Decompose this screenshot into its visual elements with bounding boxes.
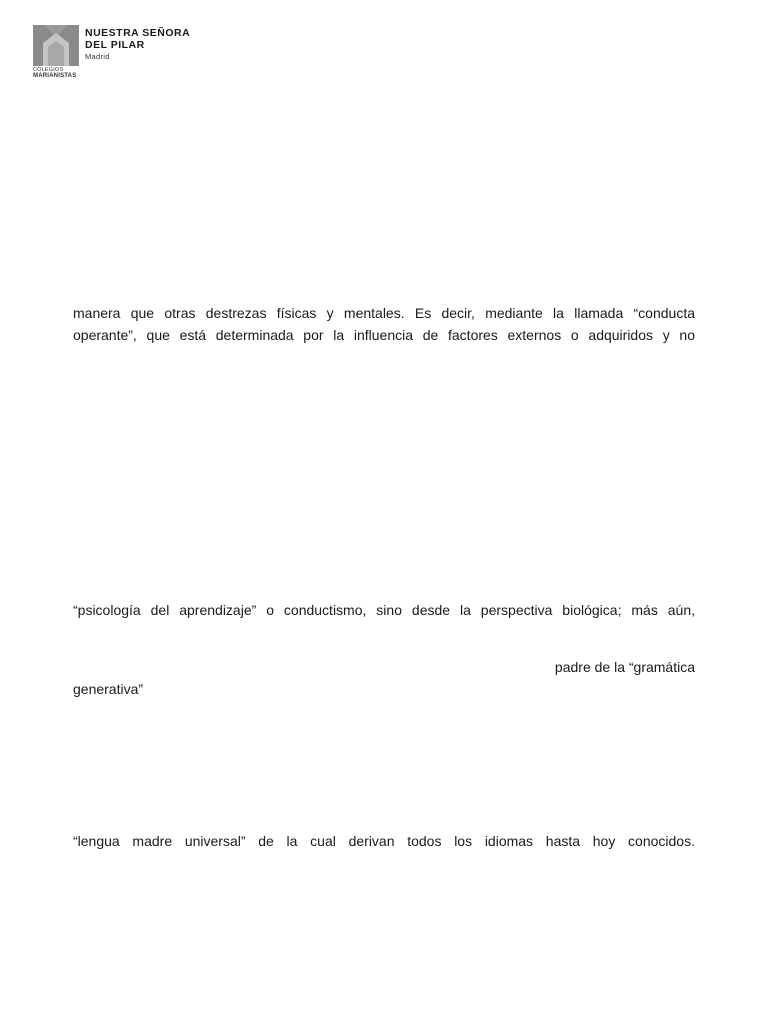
- school-logo: [33, 25, 213, 85]
- school-name-line-1: NUESTRA SEÑORA: [85, 27, 191, 39]
- body-text-line: manera que otras destrezas físicas y mentales. Es decir, mediante la llamada “conducta: [73, 305, 695, 321]
- school-city: Madrid: [85, 52, 110, 61]
- body-text-line: generativa”: [73, 681, 144, 697]
- school-name: [85, 28, 190, 61]
- marianistas-logo-icon: [33, 25, 79, 66]
- body-text-line: “lengua madre universal” de la cual derivan todos los idiomas hasta hoy conocidos.: [73, 833, 695, 849]
- body-text-line: operante”, que está determinada por la influencia de factores externos o adquiridos y no: [73, 327, 695, 343]
- body-text-line: padre de la “gramática: [554, 659, 695, 675]
- school-name-line-2: DEL PILAR: [85, 38, 145, 51]
- body-text-line: “psicología del aprendizaje” o conductismo, sino desde la perspectiva biológica; más aún,: [73, 602, 695, 618]
- brand-line-2: MARIANISTAS: [33, 73, 77, 79]
- brand-label: [33, 67, 76, 79]
- brand-line-1: COLEGIOS: [33, 67, 64, 73]
